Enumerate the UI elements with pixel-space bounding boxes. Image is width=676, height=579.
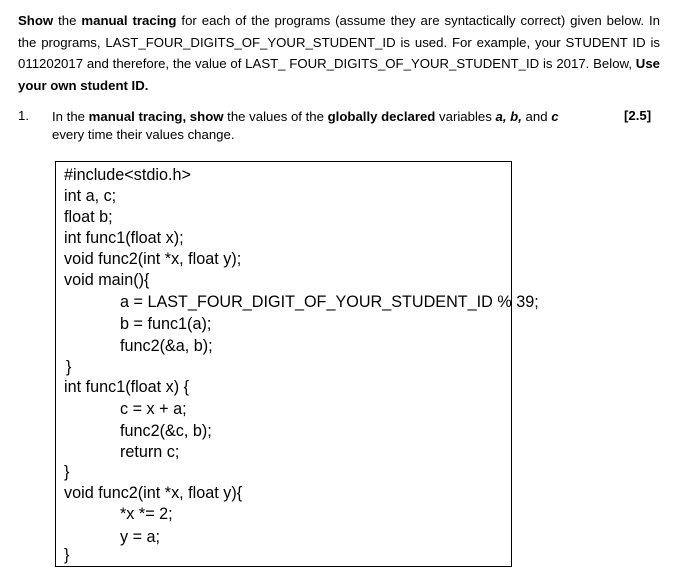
code-line: int func1(float x); bbox=[64, 229, 184, 247]
code-line: *x *= 2; bbox=[120, 505, 173, 523]
intro-manual-tracing: manual tracing bbox=[81, 13, 177, 28]
intro-text-1: the bbox=[53, 13, 82, 28]
code-line: func2(&c, b); bbox=[120, 422, 212, 440]
code-line: float b; bbox=[64, 208, 113, 226]
q-text-3: the values of the bbox=[223, 109, 328, 124]
code-line: y = a; bbox=[120, 528, 161, 546]
code-line: int a, c; bbox=[64, 187, 117, 205]
code-line: return c; bbox=[120, 443, 180, 461]
intro-show: Show bbox=[18, 13, 54, 28]
question-marks: [2.5] bbox=[624, 108, 652, 123]
q-text-8: c bbox=[551, 109, 559, 124]
code-line: } bbox=[66, 358, 72, 376]
q-text-1: In the bbox=[52, 109, 89, 124]
code-line: void func2(int *x, float y); bbox=[64, 250, 242, 268]
intro-text-2: for each of the programs (assume they are syntactically correct) given below. In the programs, LAST_FOUR_DIGITS_OF_YOUR_STUDENT_ID is used. For example, your STUDENT ID is 011202017 and therefore, the value of LAST_ FOUR_DIGITS_OF_YOUR_STUDENT_ID is 2017. Below, bbox=[18, 13, 660, 71]
code-line: a = LAST_FOUR_DIGIT_OF_YOUR_STUDENT_ID % 39; bbox=[120, 293, 539, 311]
code-line: } bbox=[64, 546, 70, 564]
code-line: b = func1(a); bbox=[120, 315, 212, 333]
code-line: void main(){ bbox=[64, 271, 150, 289]
question-text bbox=[52, 108, 592, 144]
code-line: } bbox=[64, 463, 70, 481]
code-line: func2(&a, b); bbox=[120, 337, 213, 355]
code-line: int func1(float x) { bbox=[64, 378, 190, 396]
question-number: 1. bbox=[18, 108, 29, 123]
code-box bbox=[55, 161, 539, 567]
q-text-2: manual tracing, show bbox=[88, 109, 224, 124]
code-line: c = x + a; bbox=[120, 400, 187, 418]
intro-paragraph bbox=[18, 10, 660, 96]
q-text-9: every time their values change. bbox=[52, 127, 235, 142]
q-text-7: and bbox=[521, 109, 552, 124]
intro-use-own-id: Use your own student ID. bbox=[18, 56, 660, 93]
q-text-5: variables bbox=[435, 109, 496, 124]
q-text-4: globally declared bbox=[327, 109, 436, 124]
q-text-6: a, b, bbox=[495, 109, 522, 124]
code-line: #include<stdio.h> bbox=[64, 166, 191, 184]
code-line: void func2(int *x, float y){ bbox=[64, 484, 243, 502]
